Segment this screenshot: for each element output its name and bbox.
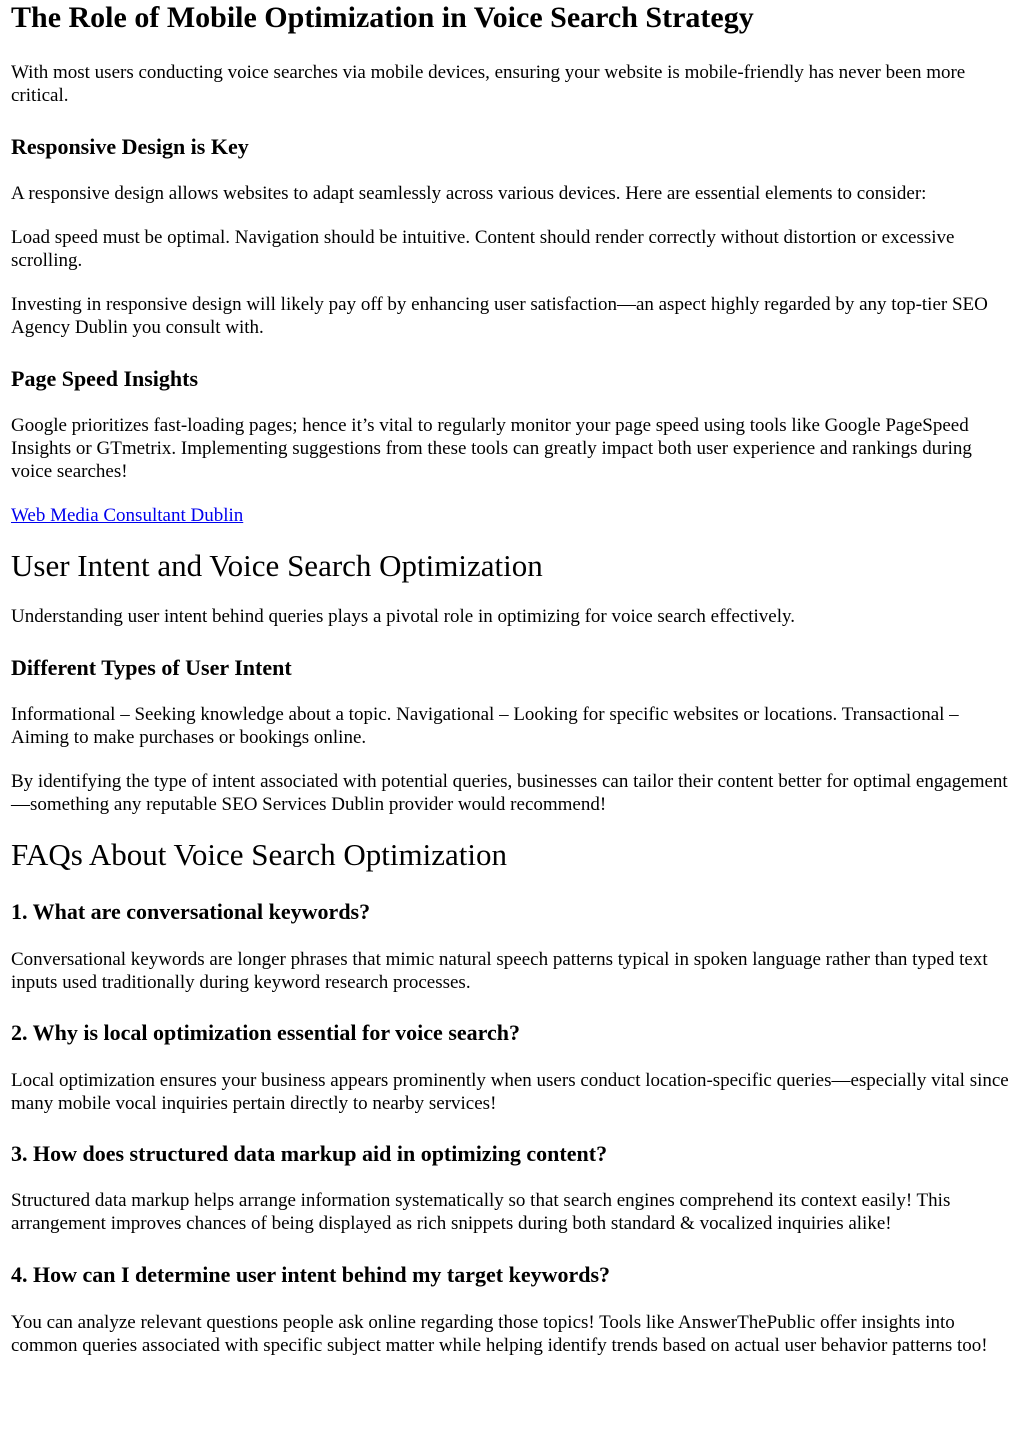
paragraph-mobile-intro: With most users conducting voice searches via mobile devices, ensuring your website is mobile-friendly has never been more critical.	[11, 62, 966, 106]
paragraph-responsive-elements: Load speed must be optimal. Navigation should be intuitive. Content should render correctly without distortion or excessive scrolling.	[11, 227, 955, 271]
paragraph-intent-intro: Understanding user intent behind queries plays a pivotal role in optimizing for voice search effectively.	[11, 606, 796, 627]
subheading-responsive-design: Responsive Design is Key	[11, 134, 249, 159]
faq-answer: Conversational keywords are longer phrases that mimic natural speech patterns typical in spoken language rather than typed text inputs used traditionally during keyword research processes.	[11, 949, 988, 993]
faq-question: 4. How can I determine user intent behind my target keywords?	[11, 1262, 611, 1287]
link-paragraph	[11, 504, 1013, 527]
faq-answer: Structured data markup helps arrange information systematically so that search engines comprehend its context easily! This arrangement improves chances of being displayed as rich snippets during both standard & vocalized inquiries alike!	[11, 1190, 951, 1234]
paragraph-responsive-invest: Investing in responsive design will likely pay off by enhancing user satisfaction—an aspect highly regarded by any top-tier SEO Agency Dublin you consult with.	[11, 294, 988, 338]
web-media-consultant-link[interactable]: Web Media Consultant Dublin	[11, 505, 244, 526]
faq-answer: Local optimization ensures your business appears prominently when users conduct location-specific queries—especially vital since many mobile vocal inquiries pertain directly to nearby services!	[11, 1070, 1009, 1114]
faq-question: 3. How does structured data markup aid in optimizing content?	[11, 1141, 608, 1166]
faq-question: 1. What are conversational keywords?	[11, 899, 371, 924]
section-heading-faqs: FAQs About Voice Search Optimization	[11, 837, 507, 872]
paragraph-responsive-intro: A responsive design allows websites to adapt seamlessly across various devices. Here are essential elements to consider:	[11, 183, 927, 204]
subheading-page-speed-insights: Page Speed Insights	[11, 366, 199, 391]
paragraph-page-speed: Google prioritizes fast-loading pages; hence it’s vital to regularly monitor your page speed using tools like Google PageSpeed Insights or GTmetrix. Implementing suggestions from these tools can greatly impact both user experience and rankings during voice searches!	[11, 415, 972, 482]
section-heading-user-intent: User Intent and Voice Search Optimization	[11, 548, 543, 583]
section-heading-mobile-optimization: The Role of Mobile Optimization in Voice Search Strategy	[11, 1, 754, 34]
paragraph-intent-types: Informational – Seeking knowledge about a topic. Navigational – Looking for specific websites or locations. Transactional – Aiming to make purchases or bookings online.	[11, 704, 959, 748]
paragraph-intent-identify: By identifying the type of intent associated with potential queries, businesses can tailor their content better for optimal engagement—something any reputable SEO Services Dublin provider would recommend!	[11, 771, 1008, 815]
subheading-types-of-intent: Different Types of User Intent	[11, 655, 292, 680]
faq-answer: You can analyze relevant questions people ask online regarding those topics! Tools like AnswerThePublic offer insights into common queries associated with specific subject matter while helping identify trends based on actual user behavior patterns too!	[11, 1312, 988, 1356]
faq-question: 2. Why is local optimization essential for voice search?	[11, 1020, 521, 1045]
